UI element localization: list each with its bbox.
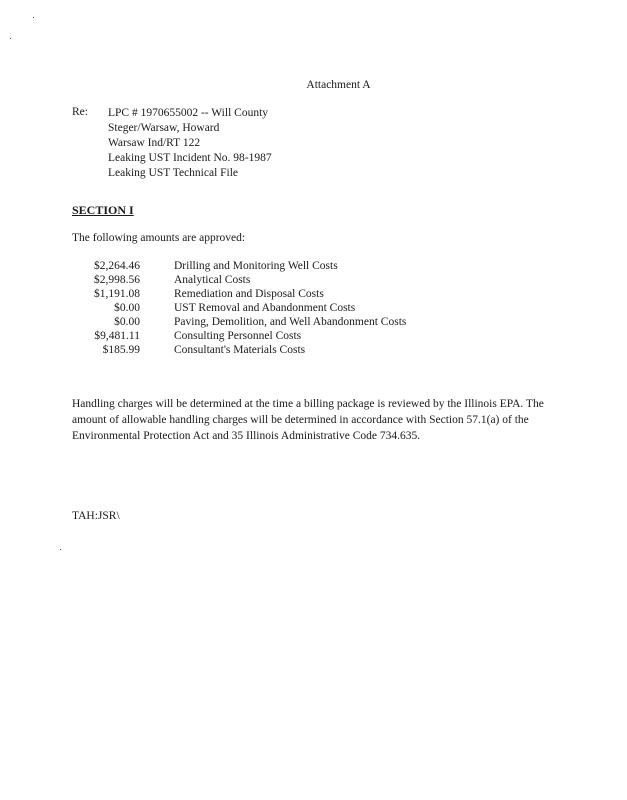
amount-description: Remediation and Disposal Costs: [174, 288, 324, 300]
re-block: [108, 106, 272, 181]
section-intro: The following amounts are approved:: [72, 232, 246, 244]
re-line: Steger/Warsaw, Howard: [108, 122, 220, 134]
amount-value: $2,998.56: [94, 274, 140, 286]
amount-value: $9,481.11: [94, 330, 140, 342]
amount-description: Paving, Demolition, and Well Abandonment Costs: [174, 316, 407, 328]
amount-value: $185.99: [102, 344, 140, 356]
amount-description: Drilling and Monitoring Well Costs: [174, 260, 338, 272]
re-line: Leaking UST Technical File: [108, 167, 239, 179]
amount-value: $0.00: [114, 302, 140, 314]
handling-charges-paragraph: Handling charges will be determined at the time a billing package is reviewed by the Illinois EPA. The amount of allowable handling charges will be determined in accordance with Section 57.1(a) of the Environmental Protection Act and 35 Illinois Administrative Code 734.635.: [72, 398, 544, 442]
amount-description: Consulting Personnel Costs: [174, 330, 302, 342]
author-initials: TAH:JSR\: [72, 510, 120, 522]
re-label: Re:: [72, 106, 88, 118]
amount-value: $2,264.46: [94, 260, 140, 272]
amount-value: $1,191.08: [94, 288, 140, 300]
re-line: Warsaw Ind/RT 122: [108, 137, 201, 149]
amount-description: UST Removal and Abandonment Costs: [174, 302, 356, 314]
scan-speck: [10, 38, 11, 39]
amount-description: Consultant's Materials Costs: [174, 344, 306, 356]
re-line: LPC # 1970655002 -- Will County: [108, 107, 269, 119]
section-heading: SECTION I: [72, 203, 134, 217]
amount-value: $0.00: [114, 316, 140, 328]
amount-description: Analytical Costs: [174, 274, 251, 286]
scan-speck: [60, 549, 61, 550]
scan-speck: [33, 17, 34, 18]
re-line: Leaking UST Incident No. 98-1987: [108, 152, 272, 164]
attachment-title: Attachment A: [306, 79, 371, 91]
